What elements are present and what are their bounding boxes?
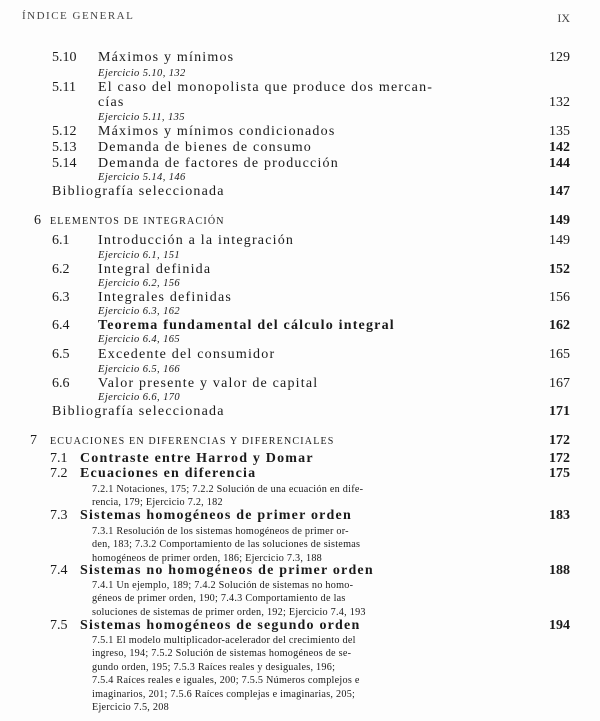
section-page: 144 — [549, 156, 570, 171]
chapter-page: 172 — [549, 433, 570, 448]
exercise-reference: Ejercicio 5.10, 132 — [98, 68, 186, 79]
section-number: 5.14 — [52, 156, 77, 171]
subsection-line: 7.3.1 Resolución de los sistemas homogéneos de primer or- — [92, 526, 349, 537]
section-page: 162 — [549, 318, 570, 333]
section-title: Máximos y mínimos condicionados — [98, 124, 336, 139]
subsection-line: 7.5.4 Raíces reales e iguales, 200; 7.5.5 Números complejos e — [92, 675, 360, 687]
section-number: 6.2 — [52, 262, 70, 277]
section-number: 5.10 — [52, 50, 77, 65]
section-title: Demanda de factores de producción — [98, 156, 339, 171]
bibliography-entry: Bibliografía seleccionada — [52, 184, 225, 199]
section-title: cías — [98, 95, 125, 110]
subsection-line: homogéneos de primer orden, 186; Ejercicio 7.3, 188 — [92, 552, 323, 564]
section-number: 7.4 — [50, 563, 68, 578]
subsection-line: rencia, 179; Ejercicio 7.2, 182 — [92, 497, 223, 509]
section-page: 188 — [549, 563, 570, 578]
section-page: 165 — [549, 347, 570, 362]
section-page: 147 — [549, 184, 570, 199]
subsection-line: ingreso, 194; 7.5.2 Solución de sistemas homogéneos de se- — [92, 648, 352, 660]
section-page: 194 — [549, 618, 570, 633]
section-title: Valor presente y valor de capital — [98, 376, 319, 391]
section-page: 156 — [549, 290, 570, 305]
section-title: Sistemas homogéneos de primer orden — [80, 508, 352, 523]
subsection-list — [92, 483, 514, 510]
exercise-reference: Ejercicio 5.11, 135 — [98, 112, 185, 123]
section-page: 129 — [549, 50, 570, 65]
chapter-title: ECUACIONES EN DIFERENCIAS Y DIFERENCIALES — [50, 436, 335, 447]
section-number: 6.4 — [52, 318, 70, 333]
exercise-reference: Ejercicio 5.14, 146 — [98, 172, 186, 183]
exercise-reference: Ejercicio 6.4, 165 — [98, 334, 181, 345]
section-title: Demanda de bienes de consumo — [98, 140, 312, 155]
section-number: 6.3 — [52, 290, 70, 305]
exercise-reference: Ejercicio 6.3, 162 — [98, 306, 181, 317]
section-title: Integral definida — [98, 262, 212, 277]
subsection-line: 7.5.1 El modelo multiplicador-acelerador del crecimiento del — [92, 635, 356, 646]
section-title: Contraste entre Harrod y Domar — [80, 451, 314, 466]
exercise-reference: Ejercicio 6.5, 166 — [98, 364, 181, 375]
section-number: 7.2 — [50, 466, 68, 481]
subsection-line: 7.2.1 Notaciones, 175; 7.2.2 Solución de una ecuación en dife- — [92, 484, 364, 495]
section-number: 5.13 — [52, 140, 77, 155]
section-page: 171 — [549, 404, 570, 419]
chapter-number: 7 — [30, 433, 37, 448]
chapter-title: ELEMENTOS DE INTEGRACIÓN — [50, 216, 225, 227]
bibliography-entry: Bibliografía seleccionada — [52, 404, 225, 419]
section-number: 6.1 — [52, 233, 70, 248]
section-page: 172 — [549, 451, 570, 466]
running-header: ÍNDICE GENERAL — [22, 10, 135, 22]
section-page: 175 — [549, 466, 570, 481]
chapter-page: 149 — [549, 213, 570, 228]
subsection-line: Ejercicio 7.5, 208 — [92, 702, 169, 714]
subsection-line: imaginarios, 201; 7.5.6 Raíces complejas e imaginarias, 205; — [92, 688, 356, 700]
section-number: 6.6 — [52, 376, 70, 391]
subsection-list — [92, 579, 514, 619]
section-number: 5.11 — [52, 80, 76, 95]
section-page: 135 — [549, 124, 570, 139]
section-title: El caso del monopolista que produce dos mercan- — [98, 80, 434, 95]
section-title: Integrales definidas — [98, 290, 233, 305]
section-number: 7.5 — [50, 618, 68, 633]
section-title: Introducción a la integración — [98, 233, 295, 248]
section-page: 152 — [549, 262, 570, 277]
section-title: Sistemas no homogéneos de primer orden — [80, 563, 374, 578]
subsection-line: soluciones de sistemas de primer orden, 192; Ejercicio 7.4, 193 — [92, 606, 366, 618]
section-title: Excedente del consumidor — [98, 347, 276, 362]
subsection-line: géneos de primer orden, 190; 7.4.3 Comportamiento de las — [92, 593, 346, 605]
subsection-line: 7.4.1 Un ejemplo, 189; 7.4.2 Solución de sistemas no homo- — [92, 580, 354, 591]
section-number: 7.3 — [50, 508, 68, 523]
subsection-list — [92, 525, 514, 565]
section-number: 5.12 — [52, 124, 77, 139]
section-title: Ecuaciones en diferencia — [80, 466, 257, 481]
section-number: 7.1 — [50, 451, 68, 466]
exercise-reference: Ejercicio 6.1, 151 — [98, 250, 181, 261]
section-title: Máximos y mínimos — [98, 50, 235, 65]
section-page: 183 — [549, 508, 570, 523]
section-number: 6.5 — [52, 347, 70, 362]
chapter-number: 6 — [34, 213, 41, 228]
subsection-line: den, 183; 7.3.2 Comportamiento de las soluciones de sistemas — [92, 539, 361, 551]
section-page: 142 — [549, 140, 570, 155]
section-page: 149 — [549, 233, 570, 248]
subsection-list — [92, 634, 514, 714]
exercise-reference: Ejercicio 6.2, 156 — [98, 278, 181, 289]
subsection-line: gundo orden, 195; 7.5.3 Raíces reales y desiguales, 196; — [92, 661, 336, 673]
section-title: Teorema fundamental del cálculo integral — [98, 318, 395, 333]
section-page: 167 — [549, 376, 570, 391]
section-page: 132 — [549, 95, 570, 110]
section-title: Sistemas homogéneos de segundo orden — [80, 618, 361, 633]
exercise-reference: Ejercicio 6.6, 170 — [98, 392, 181, 403]
page-number: IX — [557, 11, 570, 25]
